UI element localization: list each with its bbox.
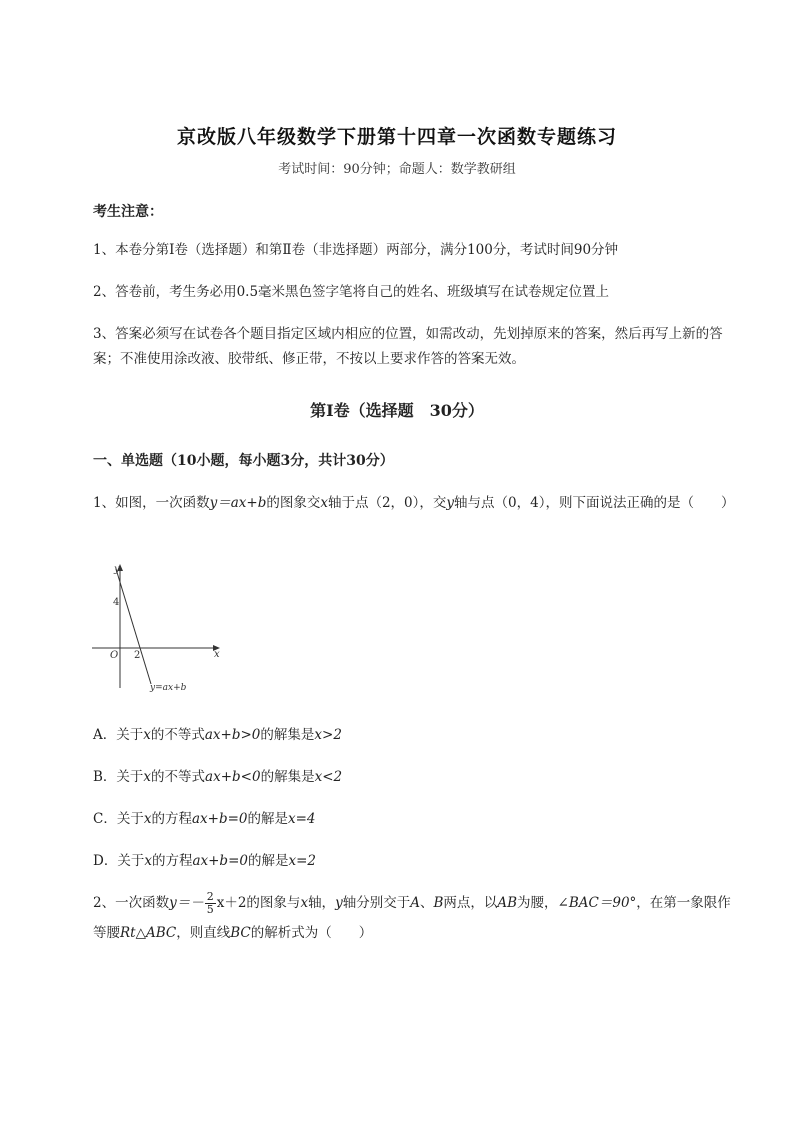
option-var: x — [143, 811, 152, 827]
q2-text: 2、一次函数 — [93, 895, 170, 911]
option-expr: ax+b=0 — [191, 811, 248, 827]
q1-text: 轴于点（2，0），交 — [327, 495, 447, 511]
x-axis-label: x — [214, 649, 220, 660]
option-text: C．关于 — [93, 811, 144, 827]
y-intercept-label: 4 — [113, 597, 120, 608]
option-var: x — [144, 853, 152, 869]
q1-x-var: x — [320, 495, 328, 511]
option-text: 的不等式 — [150, 727, 205, 743]
q1-graph — [88, 558, 228, 698]
q1-text: 1、如图，一次函数 — [93, 495, 210, 511]
fraction-denominator: 5 — [206, 903, 214, 916]
option-answer: x<2 — [314, 769, 343, 785]
q2-line-bc: BC — [230, 925, 251, 941]
option-text: B．关于 — [93, 769, 144, 785]
option-text: 的解是 — [247, 853, 289, 869]
q1-text: 的图象交 — [266, 495, 321, 511]
notice-item-2: 2、答卷前，考生务必用0.5毫米黑色签字笔将自己的姓名、班级填写在试卷规定位置上 — [93, 284, 610, 300]
q2-fraction — [205, 891, 216, 916]
line-label: y=ax+b — [150, 683, 187, 693]
option-text: D．关于 — [93, 853, 145, 869]
notice-heading: 考生注意： — [93, 204, 163, 220]
q2-text: ，则直线 — [176, 925, 231, 941]
option-var: x — [143, 769, 152, 785]
option-text: 的方程 — [151, 811, 192, 827]
option-a[interactable] — [93, 723, 342, 743]
q2-text: 为腰， — [517, 895, 558, 911]
q2-y-eq: y＝－ — [169, 895, 204, 911]
option-text: 的解集是 — [260, 769, 315, 785]
q2-triangle: Rt△ABC — [120, 925, 177, 941]
option-expr: ax+b=0 — [192, 853, 248, 869]
exam-title: 京改版八年级数学下册第十四章一次函数专题练习 — [176, 126, 617, 148]
option-b[interactable] — [93, 765, 342, 785]
x-intercept-label: 2 — [134, 650, 141, 661]
option-d[interactable] — [93, 849, 316, 869]
q2-y-var: y — [335, 895, 343, 911]
option-text: 的解是 — [247, 811, 288, 827]
q2-point-a: A — [410, 895, 420, 911]
exam-subtitle: 考试时间：90分钟；命题人：数学教研组 — [278, 162, 516, 177]
option-text: A．关于 — [93, 727, 144, 743]
q2-text: 的解析式为（ ） — [250, 925, 373, 941]
q2-text: 、 — [419, 895, 434, 911]
section-title: 第I卷（选择题 30分） — [310, 401, 484, 420]
option-c[interactable] — [93, 807, 316, 827]
q2-angle: ∠BAC＝90° — [557, 895, 637, 911]
question-1 — [93, 491, 743, 516]
q2-text: 轴分别交于 — [342, 895, 411, 911]
fraction-numerator: 2 — [206, 890, 214, 903]
notice-item-1: 1、本卷分第I卷（选择题）和第Ⅱ卷（非选择题）两部分，满分100分，考试时间90分钟 — [93, 242, 619, 258]
origin-label: O — [110, 650, 119, 661]
option-text: 的解集是 — [260, 727, 315, 743]
q1-text: 轴与点（0，4），则下面说法正确的是（ ） — [454, 495, 735, 511]
q2-segment-ab: AB — [497, 895, 518, 911]
q2-text: 两点，以 — [443, 895, 498, 911]
option-expr: ax+b>0 — [204, 727, 261, 743]
option-answer: x=4 — [288, 811, 316, 827]
option-answer: x>2 — [314, 727, 342, 743]
option-expr: ax+b<0 — [205, 769, 261, 785]
question-2 — [93, 888, 743, 948]
y-axis-label: y — [114, 564, 120, 575]
q2-x-var: x — [300, 895, 309, 911]
q1-function: y＝ax+b — [209, 495, 267, 511]
q2-text: ，在第一象限作等腰 — [93, 895, 731, 941]
notice-item-3: 3、答案必须写在试卷各个题目指定区域内相应的位置，如需改动，先划掉原来的答案，然后再写上新的答案；不准使用涂改液、胶带纸、修正带，不按以上要求作答的答案无效。 — [93, 326, 723, 367]
function-line — [116, 569, 151, 684]
q2-text: 轴， — [308, 895, 336, 911]
option-answer: x=2 — [288, 853, 316, 869]
option-text: 的方程 — [151, 853, 193, 869]
q2-text: x＋2的图象与 — [216, 895, 301, 911]
option-text: 的不等式 — [151, 769, 206, 785]
q2-point-b: B — [433, 895, 444, 911]
option-var: x — [143, 727, 151, 743]
q1-y-var: y — [446, 495, 455, 511]
part-heading: 一、单选题（10小题，每小题3分，共计30分） — [93, 453, 394, 469]
